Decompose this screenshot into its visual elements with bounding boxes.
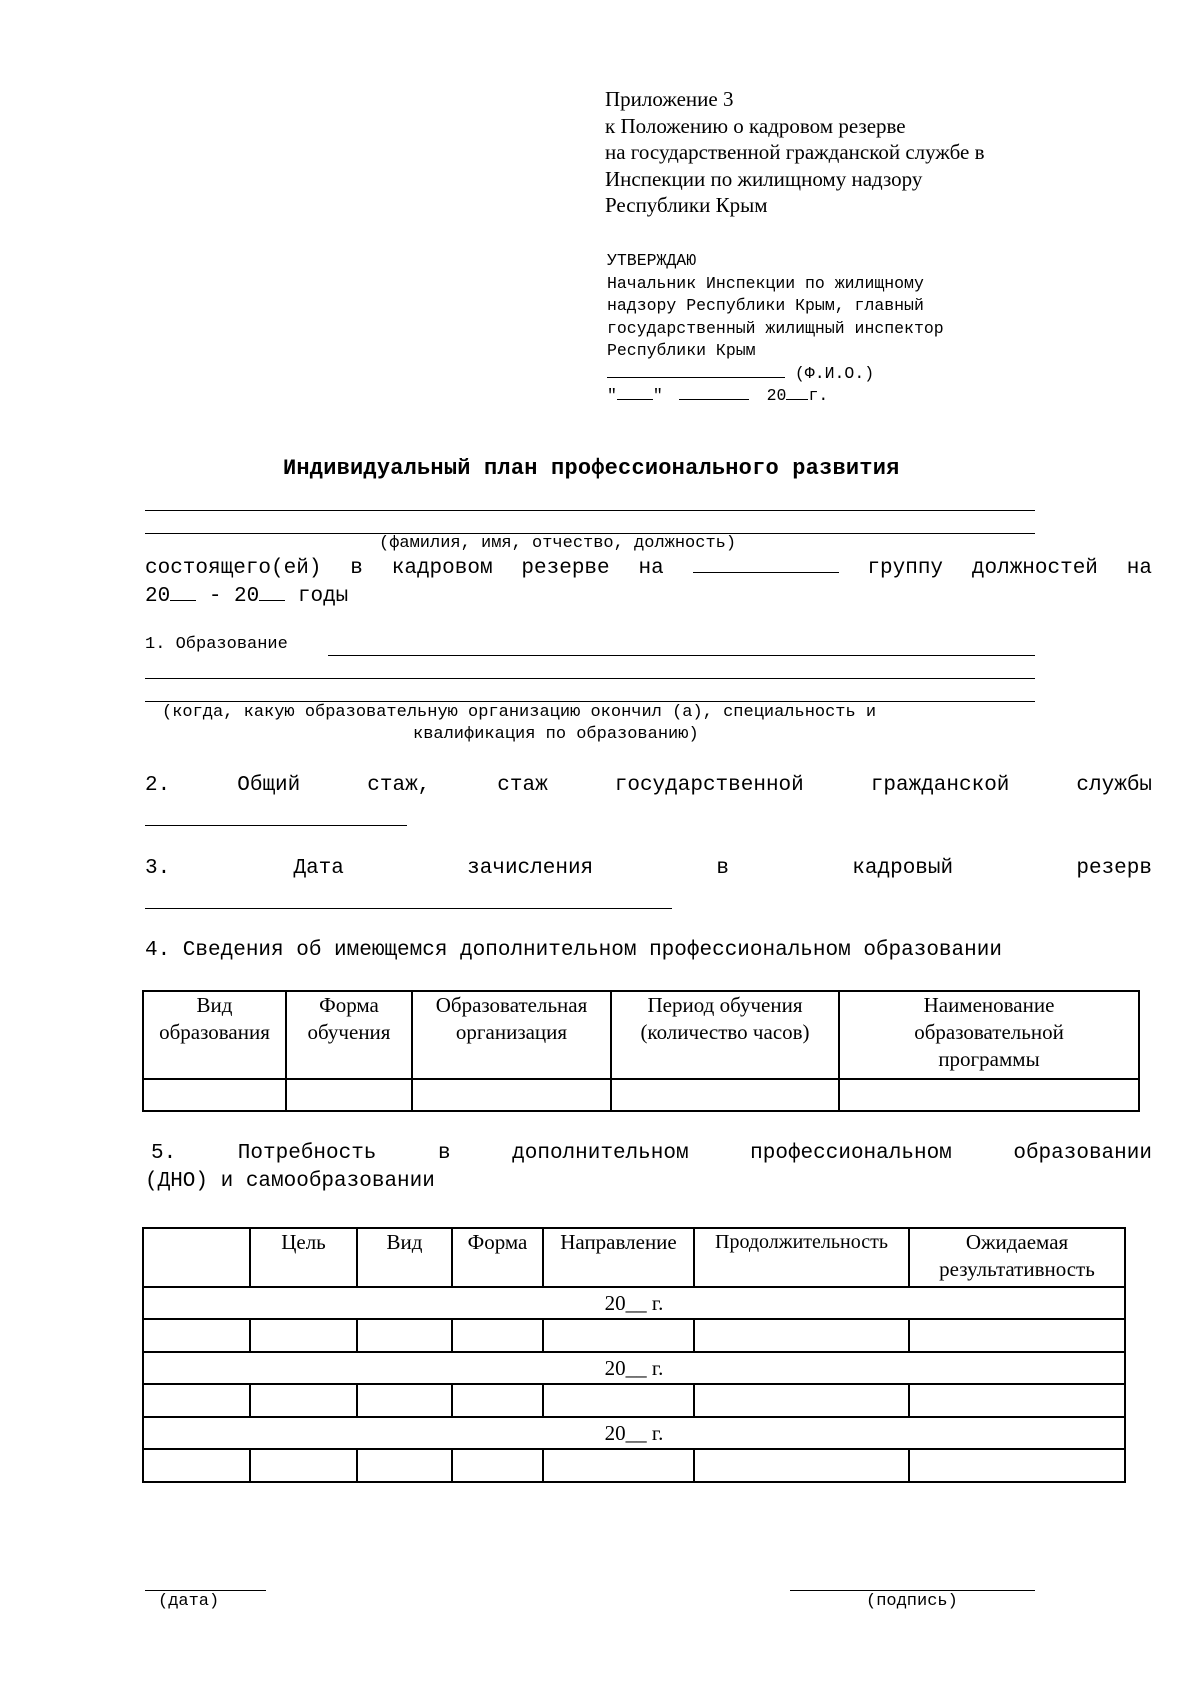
table-cell[interactable] [286,1079,412,1111]
table-cell[interactable] [452,1319,543,1352]
appendix-line: на государственной гражданской службе в [605,140,985,164]
education-line[interactable] [145,678,1035,679]
table-header-cell: Форма обучения [286,991,412,1079]
approval-line: надзору Республики Крым, главный [607,296,924,315]
table-row [143,1449,1125,1482]
table-row [143,1319,1125,1352]
signature-line[interactable] [790,1590,1035,1591]
table-cell[interactable] [143,1384,250,1417]
table-cell[interactable] [357,1384,452,1417]
approval-fio-row [607,363,944,386]
group-blank[interactable] [693,572,839,573]
year-row [143,1287,1125,1319]
appendix-block [605,86,985,219]
table-cell[interactable] [143,1079,286,1111]
document-title: Индивидуальный план профессионального развития [283,456,900,481]
approval-block [607,250,944,408]
approval-line: Начальник Инспекции по жилищному [607,273,924,293]
table-header-cell: Вид образования [143,991,286,1079]
table-cell[interactable] [412,1079,611,1111]
approval-heading: УТВЕРЖДАЮ [607,251,697,270]
person-caption: (фамилия, имя, отчество, должность) [379,534,737,553]
year-cell: 20__ г. [143,1417,1125,1449]
year-row [143,1417,1125,1449]
table-cell[interactable] [543,1319,694,1352]
table-header-cell [143,1228,250,1287]
education-label: 1. Образование [145,635,288,654]
experience-line: 2. Общий стаж, стаж государственной гражданской службы [145,774,1153,797]
table-cell[interactable] [357,1449,452,1482]
signature-label: (подпись) [866,1592,958,1611]
table-header-cell: Направление [543,1228,694,1287]
approval-line: государственный жилищный инспектор [607,318,944,338]
table-header-row [143,1228,1125,1287]
dno-need-line2: (ДНО) и самообразовании [145,1170,435,1193]
dno-need-line: 5. Потребность в дополнительном профессиональном образовании [151,1142,1152,1165]
education-line[interactable] [145,701,1035,702]
experience-blank[interactable] [145,825,407,826]
table-header-cell: Продолжительность [694,1228,909,1287]
table-cell[interactable] [909,1384,1125,1417]
year-start-blank[interactable] [170,600,196,601]
additional-education-label: 4. Сведения об имеющемся дополнительном профессиональном образовании [145,939,1002,962]
table-cell[interactable] [909,1319,1125,1352]
table-cell[interactable] [543,1384,694,1417]
table-header-cell: Вид [357,1228,452,1287]
table-cell[interactable] [250,1319,357,1352]
appendix-line: к Положению о кадровом резерве [605,113,906,138]
table-cell[interactable] [611,1079,839,1111]
appendix-line: Инспекции по жилищному надзору [605,166,923,191]
table-header-row [143,991,1139,1079]
table-cell[interactable] [452,1449,543,1482]
table-cell[interactable] [839,1079,1139,1111]
year-blank[interactable] [786,399,808,400]
name-line[interactable] [145,510,1035,511]
table-cell[interactable] [250,1384,357,1417]
fio-label: (Ф.И.О.) [794,363,875,383]
day-blank[interactable] [617,399,653,400]
year-end-blank[interactable] [259,600,285,601]
year-cell: 20__ г. [143,1287,1125,1319]
table-row [143,1384,1125,1417]
table-header-cell: Ожидаемая результативность [909,1228,1125,1287]
education-caption: квалификация по образованию) [413,725,699,744]
table-cell[interactable] [694,1319,909,1352]
table-cell[interactable] [543,1449,694,1482]
table-row [143,1079,1139,1111]
date-line[interactable] [145,1590,266,1591]
table-header-cell: Цель [250,1228,357,1287]
enrollment-line: 3. Дата зачисления в кадровый резерв [145,857,1152,880]
reserve-line: состоящего(ей) в кадровом резерве на группу должностей на [145,557,1152,580]
table-header-cell: Образовательная организация [412,991,611,1079]
years-line: 20 - 20 годы [145,585,349,608]
table-cell[interactable] [143,1449,250,1482]
table-cell[interactable] [143,1319,250,1352]
table-header-cell: Наименование образовательной программы [839,991,1139,1079]
table-cell[interactable] [694,1449,909,1482]
appendix-line: Республики Крым [605,193,768,217]
additional-education-table [142,990,1140,1112]
year-row [143,1352,1125,1384]
dno-plan-table [142,1227,1126,1483]
approval-line: Республики Крым [607,341,756,360]
education-line[interactable] [328,655,1035,656]
table-cell[interactable] [452,1384,543,1417]
date-label: (дата) [158,1592,220,1611]
table-cell[interactable] [909,1449,1125,1482]
table-cell[interactable] [357,1319,452,1352]
education-caption: (когда, какую образовательную организацию окончил (а), специальность и [162,703,877,722]
month-blank[interactable] [679,399,749,400]
signature-blank[interactable] [607,377,785,378]
year-cell: 20__ г. [143,1352,1125,1384]
table-cell[interactable] [694,1384,909,1417]
approval-date-row: " " 20 г. [607,386,829,405]
table-cell[interactable] [250,1449,357,1482]
table-header-cell: Форма [452,1228,543,1287]
table-header-cell: Период обучения (количество часов) [611,991,839,1079]
enrollment-blank[interactable] [145,908,672,909]
appendix-line: Приложение 3 [605,87,734,111]
